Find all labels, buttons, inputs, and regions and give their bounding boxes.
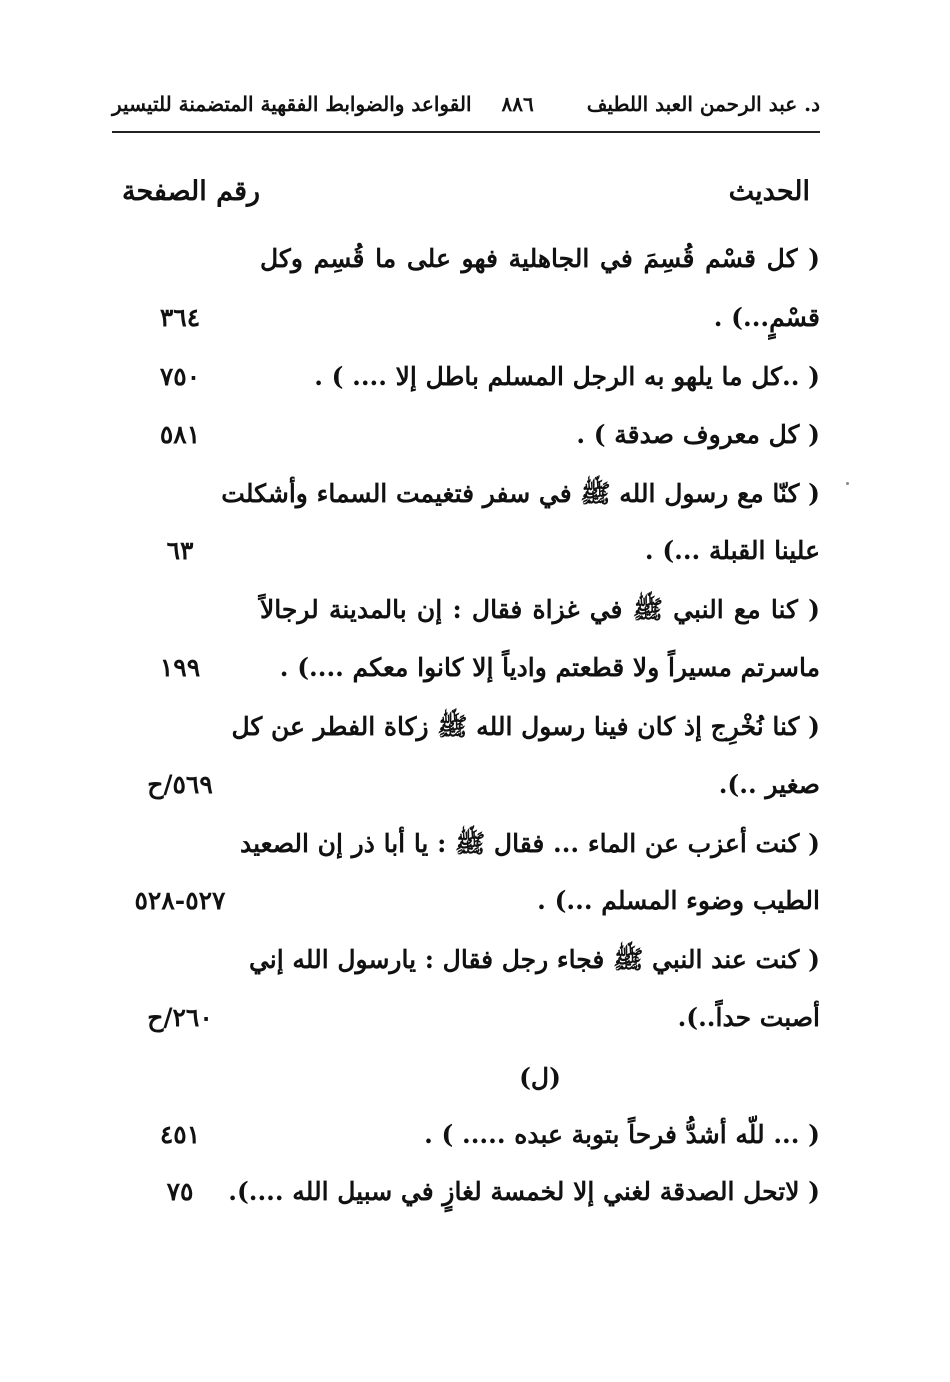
header-page-number: ٨٨٦ xyxy=(501,92,534,116)
page-number: ٧٥٠ xyxy=(159,362,201,391)
page-number: ١٩٩ xyxy=(159,653,201,682)
header-title-group xyxy=(112,92,534,116)
hadith-line: ( كنت أعزب عن الماء ... فقال ﷺ : يا أبا ذر إن الصعيد xyxy=(240,829,820,858)
hadith-line: ( كنت عند النبي ﷺ فجاء رجل فقال : يارسول الله إني xyxy=(248,945,820,974)
hadith-line: ( كنا مع النبي ﷺ في غزاة فقال : إن بالمدينة لرجالاً xyxy=(260,595,820,624)
page-number: ٢٦٠/ح xyxy=(147,1003,213,1032)
column-title-hadith: الحديث xyxy=(728,176,810,207)
hadith-line: أصبت حداً..). xyxy=(677,1003,820,1032)
hadith-line: ماسرتم مسيراً ولا قطعتم وادياً إلا كانوا معكم ....) . xyxy=(279,653,820,682)
page-number: ٧٥ xyxy=(166,1177,194,1206)
hadith-line: ( كل معروف صدقة ) . xyxy=(576,420,820,449)
header-book-title: القواعد والضوابط الفقهية المتضمنة للتيسير xyxy=(112,92,472,116)
page-number: ٤٥١ xyxy=(159,1120,201,1149)
page-number: ٥٢٧-٥٢٨ xyxy=(134,886,226,915)
hadith-line: ( كنّا مع رسول الله ﷺ في سفر فتغيمت السماء وأشكلت xyxy=(221,479,820,508)
page-number: ٦٣ xyxy=(166,536,194,565)
page-number: ٥٦٩/ح xyxy=(147,770,213,799)
column-title-page: رقم الصفحة xyxy=(122,176,261,207)
hadith-line: ( ..كل ما يلهو به الرجل المسلم باطل إلا .... ) . xyxy=(314,362,820,391)
header-author: د. عبد الرحمن العبد اللطيف xyxy=(586,92,820,116)
section-letter: (ل) xyxy=(519,1063,561,1092)
scan-speck xyxy=(846,482,849,485)
page-number: ٥٨١ xyxy=(159,420,201,449)
header-rule xyxy=(112,131,820,133)
page-number: ٣٦٤ xyxy=(159,303,201,332)
hadith-line: قسْمٍ...) . xyxy=(713,303,820,332)
hadith-line: ( كل قسْم قُسِمَ في الجاهلية فهو على ما قُسِم وكل xyxy=(260,244,820,273)
hadith-line: علينا القبلة ...) . xyxy=(644,536,820,565)
hadith-line: ( ... للّه أشدُّ فرحاً بتوبة عبده ..... ) . xyxy=(424,1120,820,1149)
hadith-line: الطيب وضوء المسلم ...) . xyxy=(537,886,820,915)
hadith-line: ( لاتحل الصدقة لغني إلا لخمسة لغازٍ في سبيل الله ....). xyxy=(228,1177,820,1206)
hadith-line: ( كنا نُخْرِج إذ كان فينا رسول الله ﷺ زكاة الفطر عن كل xyxy=(231,712,820,741)
running-header xyxy=(112,84,820,124)
hadith-line: صغير ..). xyxy=(718,770,820,799)
